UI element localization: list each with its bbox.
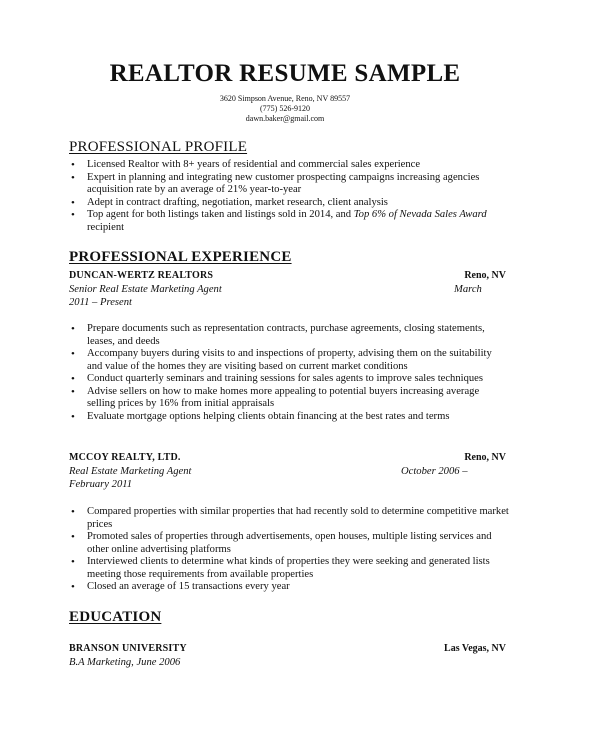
list-item [69, 209, 509, 234]
section-heading-experience: PROFESSIONAL EXPERIENCE [69, 249, 292, 265]
school-name: BRANSON UNIVERSITY [69, 643, 187, 654]
degree: B.A Marketing, June 2006 [69, 657, 181, 668]
education-row [69, 642, 506, 655]
job-date-row [69, 296, 506, 309]
contact-block [0, 94, 570, 124]
job-duties-list [69, 323, 509, 423]
list-item: • Promoted sales of properties through advertisements, open houses, multiple listing services and other online advertising platforms [69, 531, 509, 556]
list-item: • Accompany buyers during visits to and inspections of property, advising them on the suitability and value of the homes they are visiting based on current market conditions [69, 348, 509, 373]
company-name: DUNCAN-WERTZ REALTORS [69, 270, 214, 281]
degree-row [69, 656, 506, 669]
job-title-row [69, 465, 506, 478]
job-header-mccoy [69, 451, 506, 464]
list-item: • Closed an average of 15 transactions every year [69, 581, 509, 594]
contact-phone: (775) 526-9120 [260, 104, 310, 113]
list-item: • Expert in planning and integrating new customer prospecting campaigns increasing agencies acquisition rate by an average of 21% year-to-year [69, 172, 509, 197]
list-item: • Interviewed clients to determine what kinds of properties they were seeking and generated lists meeting those requirements from available properties [69, 556, 509, 581]
award-suffix: recipient [87, 221, 125, 233]
company-name: MCCOY REALTY, LTD. [69, 452, 181, 463]
profile-list [69, 159, 509, 234]
contact-email: dawn.baker@gmail.com [245, 114, 325, 123]
job-title-row [69, 283, 506, 296]
list-item: • Evaluate mortgage options helping clients obtain financing at the best rates and terms [69, 411, 509, 424]
school-location: Las Vegas, NV [444, 643, 506, 654]
section-heading-profile: PROFESSIONAL PROFILE [69, 139, 248, 155]
job-date-row [69, 478, 506, 491]
contact-address: 3620 Simpson Avenue, Reno, NV 89557 [219, 94, 351, 103]
award-prefix: Top agent for both listings taken and listings sold in 2014, and [87, 209, 354, 220]
list-item: • Compared properties with similar properties that had recently sold to determine competitive market prices [69, 506, 509, 531]
section-heading-education: EDUCATION [69, 609, 162, 625]
award-name: Top 6% of Nevada Sales Award [353, 209, 487, 220]
job-date-start: October 2006 – [401, 466, 468, 477]
list-item: • Conduct quarterly seminars and training sessions for sales agents to improve sales techniques [69, 373, 509, 386]
job-title: Senior Real Estate Marketing Agent [69, 284, 222, 295]
page-title: REALTOR RESUME SAMPLE [109, 60, 461, 87]
list-item: • Adept in contract drafting, negotiation, market research, client analysis [69, 197, 509, 210]
list-item: • Licensed Realtor with 8+ years of residential and commercial sales experience [69, 159, 509, 172]
job-date-end: February 2011 [69, 479, 133, 490]
job-title: Real Estate Marketing Agent [69, 466, 192, 477]
list-item: • Advise sellers on how to make homes more appealing to potential buyers increasing average selling prices by 16% from initial appraisals [69, 386, 509, 411]
job-header-duncan [69, 269, 506, 282]
job-date-start: March [454, 284, 482, 295]
list-item: • Prepare documents such as representation contracts, purchase agreements, closing statements, leases, and deeds [69, 323, 509, 348]
job-location: Reno, NV [464, 270, 506, 281]
job-date-end: 2011 – Present [69, 297, 132, 308]
job-duties-list [69, 506, 509, 594]
job-location: Reno, NV [464, 452, 506, 463]
